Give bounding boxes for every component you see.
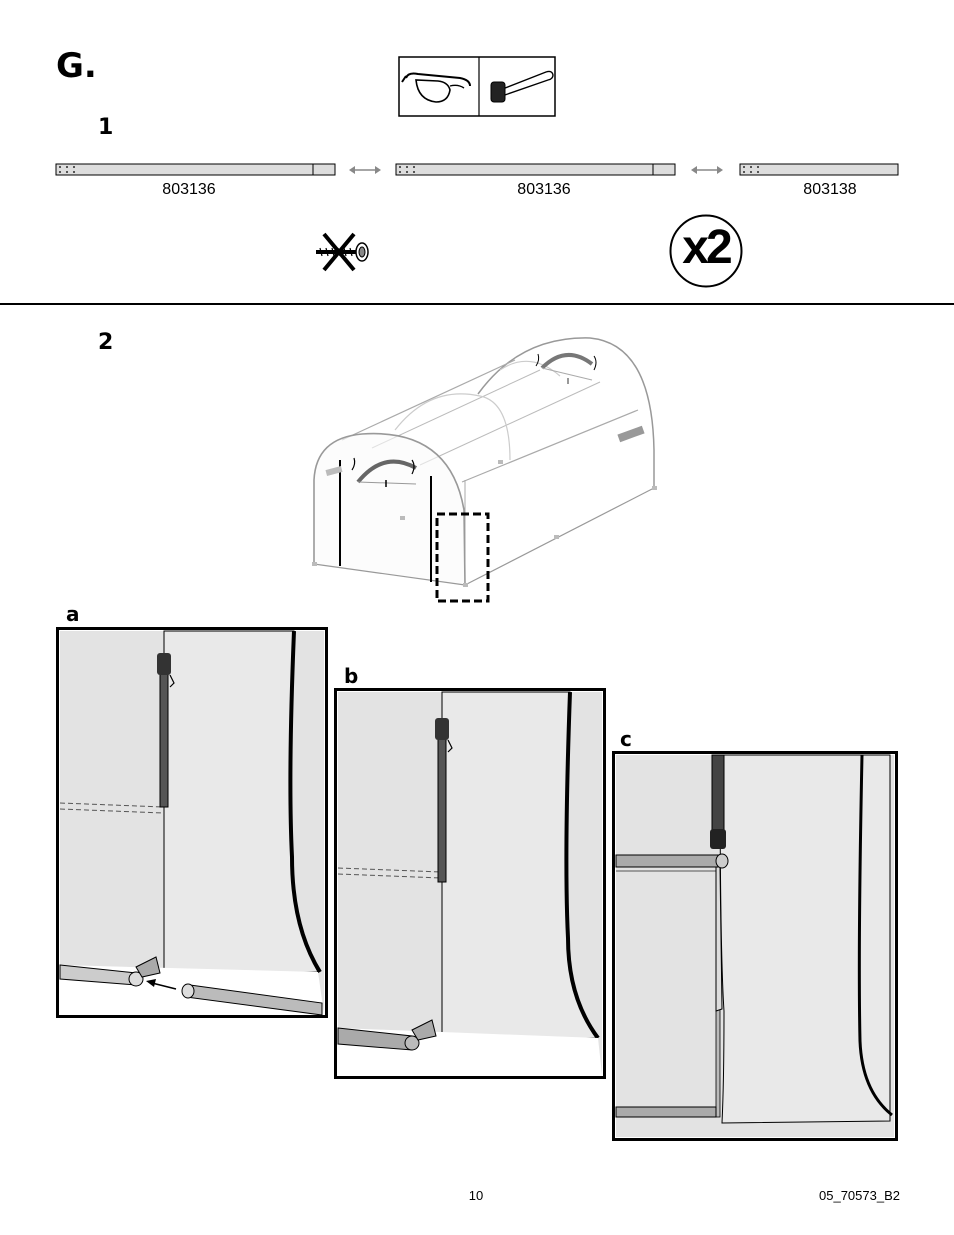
- panel-a-label: a: [66, 602, 80, 626]
- detail-panel-a: [56, 627, 328, 1018]
- quantity-text: x2: [682, 221, 730, 274]
- part-bar-3: [739, 162, 901, 178]
- greenhouse-illustration: [300, 330, 670, 610]
- tools-box: [398, 56, 556, 118]
- section-letter: G.: [56, 46, 97, 86]
- step-2-number: 2: [98, 330, 114, 355]
- part-number-2: 803136: [517, 181, 571, 198]
- step-1-number: 1: [98, 115, 114, 140]
- no-screw-icon: [310, 228, 374, 274]
- panel-b-label: b: [344, 664, 359, 688]
- detail-panel-b: [334, 688, 606, 1079]
- part-number-3: 803138: [803, 181, 857, 198]
- section-divider: [0, 303, 954, 305]
- part-bar-1: [55, 162, 337, 178]
- page-number: 10: [468, 1188, 484, 1203]
- part-number-1: 803136: [162, 181, 216, 198]
- document-code: 05_70573_B2: [819, 1188, 900, 1203]
- quantity-badge: [668, 213, 744, 289]
- part-bar-2: [395, 162, 677, 178]
- panel-c-label: c: [620, 727, 632, 751]
- detail-panel-c: [612, 751, 898, 1141]
- connect-arrow-2: [689, 163, 725, 177]
- connect-arrow-1: [347, 163, 383, 177]
